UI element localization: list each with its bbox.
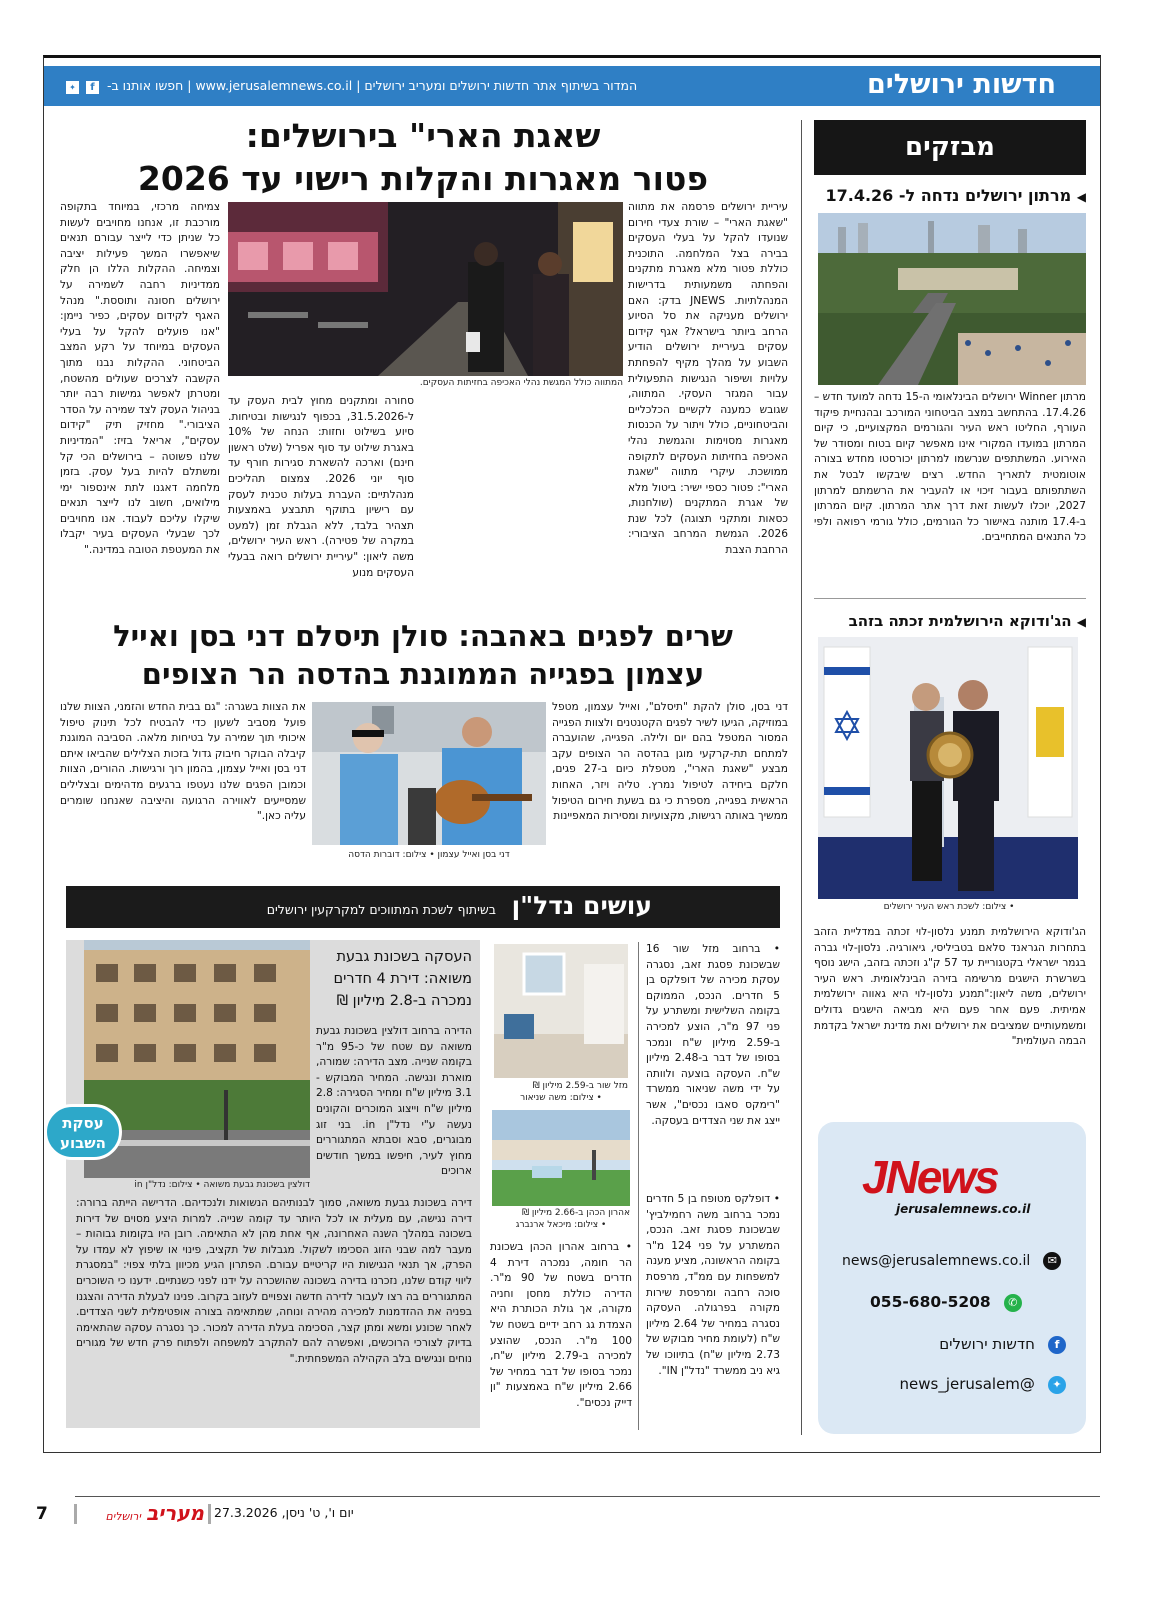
facebook-icon[interactable]: f: [86, 81, 99, 94]
mid-caption-2a: אהרון הכהן ב-2.66 מיליון ₪: [521, 1208, 630, 1218]
mid-caption-2b: • צילום: מיכאל ארנברג: [515, 1220, 607, 1230]
jnews-logo-text: JNews: [862, 1151, 998, 1203]
room-photo-art: [494, 944, 628, 1078]
footer-brand: [84, 1501, 204, 1525]
mid-body: • ברחוב אהרון הכהן בשכונת הר חומה, נמכרה דירת 4 חדרים בשטח של 90 מ"ר. הדירה כוללת מחסן וחניה מקורה, אך גולת הכותרת היא הצמדת גג רחב ידיים בשטח של 100 מ"ר. הנכס, שהוצע למכירה ב-2.79 מיליון ש"ח, נמכר בסופו של דבר במחיר של 2.66 מיליון ש"ח באמצעות "ון דייק נכסים".: [490, 1241, 632, 1409]
facebook-icon: f: [1048, 1336, 1066, 1354]
judo-title: הג'ודוקא הירושלמית זכתה בזהב: [848, 612, 1072, 630]
marathon-photo-art: [818, 213, 1086, 385]
marathon-title: מרתון ירושלים נדחה ל- 17.4.26: [825, 186, 1072, 205]
badge-line1: עסקת: [62, 1114, 104, 1132]
contact-phone[interactable]: 055-680-5208: [870, 1293, 991, 1311]
re-right-item1: • ברחוב מזל שור 16 שבשכונת פסגת זאב, נסגרה עסקת מכירה של דופלקס בן 5 חדרים. הנכס, הממוקם בקומה השלישית ומשתרע על פני 97 מ"ר, הוצע למכירה ב-2.59 מיליון ש"ח ונמכר בסופו של דבר ב-2.48 מיליון ש"ח. העסקה בוצעה ולוותה על ידי משה שניאור ממשרד "רימקס סאבו נכסים", אשר ייצג את שני הצדדים בעסקה.: [646, 943, 780, 1127]
feature-body-bottom: דירה בשכונת גבעת משואה, סמוך לבנותיהם הנשואות ולנכדיהם. הדרישה הייתה ברורה: דירה נגישה, עם מעלית או לכל היותר עד קומה שנייה. למרות היצע מסוים של דירות בשכונה במהלך השנה האחרונה, אף אחת מהן לא התאימה. רובן היו בקומות גבוהות – מעבר למה שבני הזוג הסכימו לשקול. מגבלות של תקציב, פינוי או שיפוץ לא עמדו על הפרק, אך תנאי הנגישות היו קריטיים עבורם. הפתרון הגיע מכיוון בלתי צפוי: "במסגרת ליווי קודם שלנו, נזכרנו בדירה בשכונה שהושכרה על ידנו לפני כשנתיים. ידענו כי השוכרים המתגוררים בה רצו לעבור לדירה חדשה וצפויים לעזוב בקרוב. פנינו לבעלת הדירה והצגנו בפניה את ההזדמנות למכירה מהירה ונוחה, שמתאימה בצורה אופטימלית לשני הצדדים. לאחר שכונע ומשא ומתן קצר, הסכימה בעלת הדירה למכור. כך נסגרה עסקה שהתאימה בדיוק לצורכי הרוכשים, ואפשרה להם להתקרב למשפחה ולפתוח פרק חדש של מגורים נוחים ונגישים בלב הקהילה המשפחתית.": [76, 1197, 472, 1365]
feature-title-2: משואה: דירת 4 חדרים: [333, 971, 472, 987]
feature-title-3: נמכרה ב-2.8 מיליון ₪: [336, 993, 472, 1009]
masthead-subline: [66, 78, 637, 94]
article2-caption: דני בסן ואייל עצמון • צילום: דוברות הדסה: [348, 850, 510, 860]
judo-body: הג'ודוקא הירושלמית תמנע נלסון-לוי זכתה במדליית הזהב בתחרות הגראנד סלאם בטביליסי, גיאורגיה. נלסון-לוי גברה בגמר ישראלי בקטגוריית עד 57 ק"ג וזכתה בזהב, הישג נוסף בשרשרת הישגים מרשימה בזירה הבינלאומית. ראש העיר ירושלים, משה ליאון:"תמנע נלסון-לוי היא גאווה ירושלמית אמיתית. פעם אחר פעם היא מביאה הישגים גדולים ומשמעותיים שמציבים את ירושלים ואת מדינת ישראל בקדמת הבמה העולמית": [814, 926, 1086, 1048]
judo-caption: • צילום: לשכת ראש העיר ירושלים: [883, 902, 1015, 912]
realestate-col-divider: [638, 942, 639, 1430]
jnews-logo-url: jerusalemnews.co.il: [896, 1202, 1031, 1216]
brand-sub: ירושלים: [105, 1510, 141, 1523]
article1-caption: המתווה כולל המגשת נהלי האכיפה בחזיתות העסקים.: [419, 378, 623, 388]
masthead-section-title: חדשות ירושלים: [866, 69, 1056, 100]
page-number: 7: [36, 1504, 48, 1524]
contact-twitter-row[interactable]: [858, 1374, 1066, 1396]
article2-col-left: את הצוות בשגרה: "גם בבית החדש והזמני, הצוות שלנו פועל מסביב לשעון כדי להבטיח לכל תינוק טיפול איכותי תוך שמירה על בטיחות מלאה. הסביבה המוגנת קיבלה הבוקר חיבוק גדול בזכות הצלילים שהביאו איתם דני בסן ואייל עצמון, בהמון רוך ורגישות. ההורים, הצוות וכמובן הפגים שלנו נעטפו ברגעים מדהימים ובצלילים שמסייעים לאווירה הרגועה והיציבה שאנחנו שומרים עליה כאן.": [60, 701, 306, 823]
realestate-subtitle: בשיתוף לשכת המתווכים למקרקעין ירושלים: [266, 902, 496, 917]
masthead-bar: [44, 66, 1100, 106]
contact-twitter[interactable]: news_jerusalem@: [899, 1375, 1035, 1393]
whatsapp-icon: ✆: [1004, 1294, 1022, 1312]
flash-header-label: מבזקים: [905, 132, 995, 162]
masthead-subline-text: המדור בשיתוף אתר חדשות ירושלים ומעריב ירושלים | www.jerusalemnews.co.il | חפשו אותנו ב-: [106, 78, 638, 93]
article2-headline-line1: שרים לפגים באהבה: סולן תיסלם דני בסן ואייל: [113, 619, 733, 653]
flash-item-title: [814, 186, 1086, 205]
article1-headline-line1: שאגת הארי" בירושלים:: [245, 116, 601, 155]
marathon-body: מרתון Winner ירושלים הבינלאומי ה-15 נדחה למועד חדש – 17.4.26. בהתחשב במצב הביטחוני המורכב ובהנחיית פיקוד העורף, החליטו ראש העיר והגורמים המקצועיים, כי קיום המרתון במועדו המקורי אינו מאפשר קיום בטוח ומסודר של האירוע. המשתתפים שנרשמו למרתון יכורסטו מחדש בצורה אוטומטית לתאריך החדש. רצים שיבקשו לבטל את השתתפותם בעבור זיכוי או להעביר את הרשמתם למרתון 2027, יוכלו לעשות זאת דרך אתר המרתון. קיום המרתון ב-17.4 מותנה באישור כל הגורמים, כולל גורמי רפואה ולפי כל התנאים המתחייבים.: [814, 391, 1086, 544]
footer-sep-2: [208, 1504, 211, 1524]
judo-photo-art: [818, 637, 1078, 899]
contact-phone-row[interactable]: [870, 1292, 1066, 1312]
article1-photo: [228, 202, 623, 376]
judo-photo: [818, 637, 1078, 899]
article1-headline-line2: פטור מאגרות והקלות רישוי עד 2026: [137, 159, 709, 198]
footer-date: יום ו', ט' ניסן, 27.3.2026: [214, 1505, 354, 1520]
brand-name: מעריב: [146, 1501, 204, 1525]
twitter-icon[interactable]: ✦: [66, 81, 79, 94]
contact-facebook-row[interactable]: [858, 1334, 1066, 1356]
mid-photo-2: [492, 1110, 630, 1206]
mid-photo-1: [494, 944, 628, 1078]
deal-of-week-badge: [44, 1104, 122, 1160]
footer-rule: [75, 1496, 1100, 1497]
re-right-item2: • דופלקס מטופח בן 5 חדרים נמכר ברחוב משה רחמילביץ' שבשכונת פסגת זאב. הנכס, המשתרע על פני 124 מ"ר בקומה הראשונה, מציע מענה למשפחות עם ממ"ד, מרפסת סוכה רחבה ומרפסת שירות מקורה בפרגולה. העסקה נסגרה במחיר של 2.64 מיליון ש"ח (לעומת מחיר מבוקש של 2.73 מיליון ש"ח) בתיווכו של גיא ניב ממשרד "נדל"ן IN".: [646, 1193, 780, 1377]
jnews-logo: [862, 1150, 1042, 1220]
feature-body-top: הדירה ברחוב דולצין בשכונת גבעת משואה עם שטח של כ-95 מ"ר בקומה שנייה. מצב הדירה: שמורה, מוארת ונגישה. המחיר המבוקש - 3.1 מיליון ש"ח ומחיר הסגירה: 2.8 מיליון ש"ח וייצוג המוכרים והקונים נעשה ע"י נדל"ן in. בני זוג מבוגרים, סבא וסבתא המתגוררים מחוץ לעיר, חיפשו במשך חודשים ארוכים: [316, 1025, 472, 1178]
article2-headline-line2: עצמון בפגייה הממוגנת בהדסה הר הצופים: [141, 657, 705, 691]
article2-col-right: דני בסן, סולן להקת "תיסלם", ואייל עצמון, מטפל במוזיקה, הגיעו לשיר לפגים הקטנטנים ולצוות הפגייה המסור המטפל בהם יום ולילה. הפגייה, שהועברה למתחם תת-קרקעי מוגן בהדסה הר הצופים עקב מבצע "שאגת הארי", מטפלת כיום ב-27 פגים, חלקם ביחידה לטיפול נמרץ. טליה ויזר, האחות הראשית בפגייה, מספרת כי גם בשעת חירום הטיפול ממשיך באותה רגישות, מקצועיות ומסירות המאפיינות: [552, 701, 788, 823]
mid-caption-1b: • צילום: משה שניאור: [520, 1093, 602, 1103]
article2-photo: [312, 702, 546, 845]
flash-header: [814, 120, 1086, 175]
article1-col-right: עיריית ירושלים פרסמה את מתווה "שאגת הארי" – שורת צעדי חירום שנועדו להקל על בעלי העסקים בבירה בצל המלחמה. התוכנית כוללת פטור מלא מאגרת מתקנים והפחתה משמעותית בדרישות המנהלתיות. JNEWS בדק: האם ירושלים מעניקה את סל הסיוע הרחב ביותר בישראל? אגף קידום עסקים בעיריית ירושלים הודיע השבוע על מהלך מקיף להפחתת עלויות ושיפור הנגישות התפעולית עבור המגזר העסקי. המתווה, שגובש כמענה לקשיים הכלכליים והביטחוניים, כולל ויתור על הכנסות מאגרות מסוימות והגמשת נהלי האכיפה בחזיתות העסקים לתקופה ממושכת. עיקרי מתווה "שאגת הארי": פטור כספי ישיר: ביטול מלא של אגרת המתקנים (שולחנות, כסאות ומתקני תצוגה) לכל שנת 2026. הגמשת המרחב הציבורי: הרחבת הצבת: [628, 201, 788, 557]
sidebar-divider: [801, 120, 802, 1435]
judo-item-title: [814, 612, 1086, 630]
marathon-photo: [818, 213, 1086, 385]
article1-col-mid: סחורה ומתקנים מחוץ לבית העסק עד ל-31.5.2026, בכפוף לנגישות ובטיחות. סיוע בשילוט וחזות: הנחה של 10% באגרת שילוט עד סוף אפריל (שלט ראשון חינם) וארכה להשארת סגירות חורף עד סוף יוני 2026. צמצום תהליכים מנהלתיים: העברת בעלות טכנית לעסק עם רישיון בתוקף תתבצע באמצעות תצהיר בלבד, ללא הגבלת זמן (למעט במקרה של פטירה). ראש העיר ירושלים, משה ליאון: "עיריית ירושלים רואה בבעלי העסקים מנוע: [228, 395, 414, 579]
contact-email[interactable]: news@jerusalemnews.co.il: [842, 1253, 1031, 1269]
realestate-bar: [66, 886, 780, 928]
contact-email-row[interactable]: [842, 1250, 1066, 1270]
contact-box: [818, 1122, 1086, 1434]
envelope-icon: ✉: [1043, 1252, 1061, 1270]
contact-facebook[interactable]: חדשות ירושלים: [939, 1335, 1035, 1353]
feature-title-1: העסקה בשכונת גבעת: [336, 949, 472, 965]
mid-caption-1a: מזל שור ב-2.59 מיליון ₪: [532, 1081, 628, 1091]
realestate-title: עושים נדל"ן: [511, 891, 652, 920]
feature-caption: דולצין בשכונת גבעת משואה • צילום: נדל"ן in: [134, 1180, 310, 1190]
roof-photo-art: [492, 1110, 630, 1206]
twitter-icon: ✦: [1048, 1376, 1066, 1394]
musicians-photo-art: [312, 702, 546, 845]
badge-line2: השבוע: [60, 1134, 106, 1152]
street-night-photo-art: [228, 202, 623, 376]
caret-left-icon: ◀: [1076, 615, 1086, 629]
article1-col-left: צמיחה מרכזי, במיוחד בתקופה מורכבת זו, אנחנו מחויבים לעשות כל שניתן כדי לייצר עבורם תנאים שיאפשרו המשך פעילות יציבה וצמיחה. ההקלות הללו הן חלק ממדיניות רחבה לשמירה על ירושלים חסונה ותוססת." מנהל האגף לקידום עסקים, כפיר ניימן: "אנו פועלים להקל על בעלי העסקים במיוחד על רקע המצב הביטחוני. ההקלות נבנו מתוך הקשבה לצרכים שעולים מהשטח, ומטרתן לאפשר גמישות רבה יותר בניהול העסק לצד שמירה על הסדר הציבורי." מחזיק תיק "קידום עסקים", אריאל בזיז: "המדיניות שלנו פשוטה – בירושלים הכי קל ומשתלם להיות בעל עסק. בזמן מלחמה דאגנו לתת אינספור ימי מילואים, חשוב לנו לייצר תנאים שיקלו עליכם לעבוד. אנו מחויבים לכך שבעלי העסקים בעיר יקבלו את המעטפת הטובה במדינה.": [60, 201, 220, 557]
sidebar-rule: [814, 598, 1086, 599]
footer-sep: [74, 1504, 77, 1524]
caret-left-icon: ◀: [1076, 190, 1086, 204]
